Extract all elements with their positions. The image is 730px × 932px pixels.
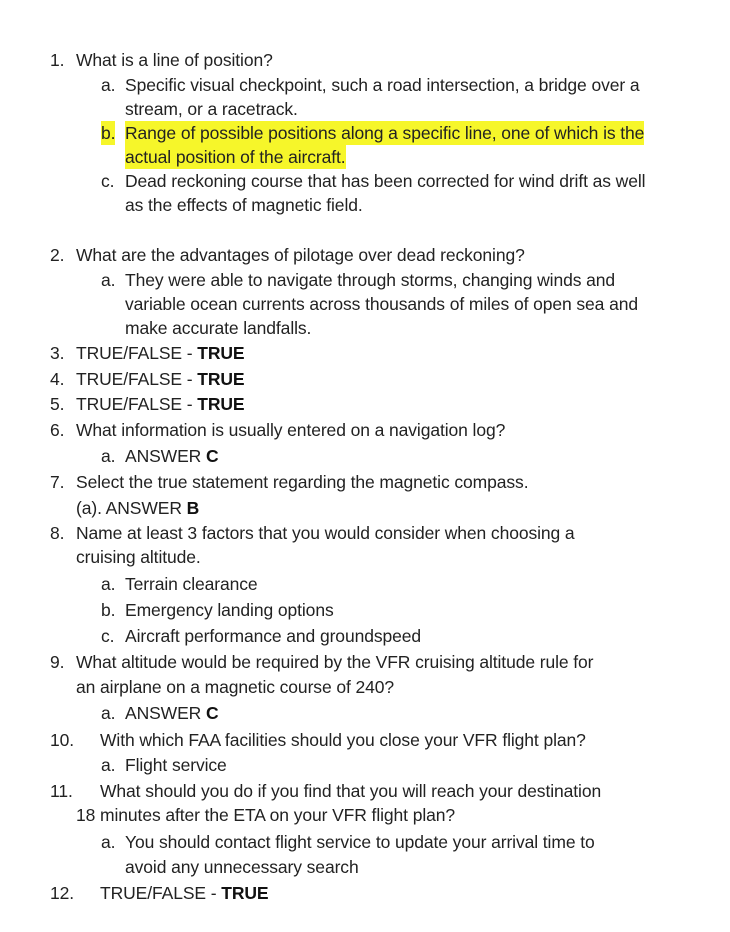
option-text: ANSWER C [125, 703, 219, 723]
question-text: What is a line of position? [76, 50, 273, 70]
option-marker: c. [101, 626, 115, 646]
option-text: make accurate landfalls. [125, 318, 312, 338]
option-text: Aircraft performance and groundspeed [125, 626, 422, 646]
answer-value: C [205, 446, 219, 466]
question-number: 12. [50, 883, 75, 903]
option-text: You should contact flight service to update your arrival time to [125, 832, 595, 852]
option-marker: a. [101, 75, 116, 95]
option-text: variable ocean currents across thousands of miles of open sea and [125, 294, 638, 314]
option-marker: b. [101, 123, 116, 143]
question-text: What information is usually entered on a navigation log? [76, 420, 506, 440]
option-text: They were able to navigate through storms, changing winds and [125, 270, 616, 290]
question-number: 3. [50, 343, 65, 363]
option-marker: a. [101, 574, 116, 594]
option-text: avoid any unnecessary search [125, 857, 359, 877]
answer-value: TRUE [197, 394, 245, 414]
question-text: Name at least 3 factors that you would consider when choosing a [76, 523, 575, 543]
question-text: 18 minutes after the ETA on your VFR flight plan? [76, 805, 456, 825]
option-text: Emergency landing options [125, 600, 334, 620]
option-text: Terrain clearance [125, 574, 258, 594]
option-marker: a. [101, 446, 116, 466]
question-number: 4. [50, 369, 65, 389]
question-text: TRUE/FALSE - TRUE [76, 343, 245, 363]
question-text: TRUE/FALSE - TRUE [76, 369, 245, 389]
question-text: What are the advantages of pilotage over dead reckoning? [76, 245, 525, 265]
answer-value: TRUE [197, 343, 245, 363]
question-number: 11. [50, 781, 73, 801]
question-text: an airplane on a magnetic course of 240? [76, 677, 395, 697]
option-marker: (a). [76, 498, 102, 518]
option-marker: c. [101, 171, 115, 191]
question-text: With which FAA facilities should you close your VFR flight plan? [100, 730, 586, 750]
question-text: cruising altitude. [76, 547, 201, 567]
question-number: 10. [50, 730, 75, 750]
option-text: as the effects of magnetic field. [125, 195, 363, 215]
question-number: 9. [50, 652, 65, 672]
option-text: stream, or a racetrack. [125, 99, 298, 119]
option-marker: a. [101, 832, 116, 852]
option-text: Specific visual checkpoint, such a road intersection, a bridge over a [125, 75, 640, 95]
highlighted-answer-text: Range of possible positions along a specific line, one of which is the [125, 123, 645, 143]
question-text: TRUE/FALSE - TRUE [76, 394, 245, 414]
option-text: ANSWER C [125, 446, 219, 466]
option-marker: a. [101, 755, 116, 775]
answer-value: B [186, 498, 200, 518]
option-text: Flight service [125, 755, 227, 775]
question-number: 1. [50, 50, 65, 70]
answer-value: TRUE [197, 369, 245, 389]
question-text: Select the true statement regarding the magnetic compass. [76, 472, 529, 492]
question-text: TRUE/FALSE - TRUE [100, 883, 269, 903]
question-text: What should you do if you find that you will reach your destination [100, 781, 602, 801]
answer-value: TRUE [221, 883, 269, 903]
question-number: 2. [50, 245, 65, 265]
option-marker: a. [101, 270, 116, 290]
question-number: 7. [50, 472, 65, 492]
option-marker: b. [101, 600, 116, 620]
highlighted-answer-text: actual position of the aircraft. [125, 147, 346, 167]
question-text: What altitude would be required by the VFR cruising altitude rule for [76, 652, 594, 672]
question-number: 5. [50, 394, 65, 414]
answer-value: C [205, 703, 219, 723]
option-text: Dead reckoning course that has been corrected for wind drift as well [125, 171, 646, 191]
option-text: (a). ANSWER B [76, 498, 200, 518]
option-marker: a. [101, 703, 116, 723]
question-number: 6. [50, 420, 65, 440]
question-number: 8. [50, 523, 65, 543]
